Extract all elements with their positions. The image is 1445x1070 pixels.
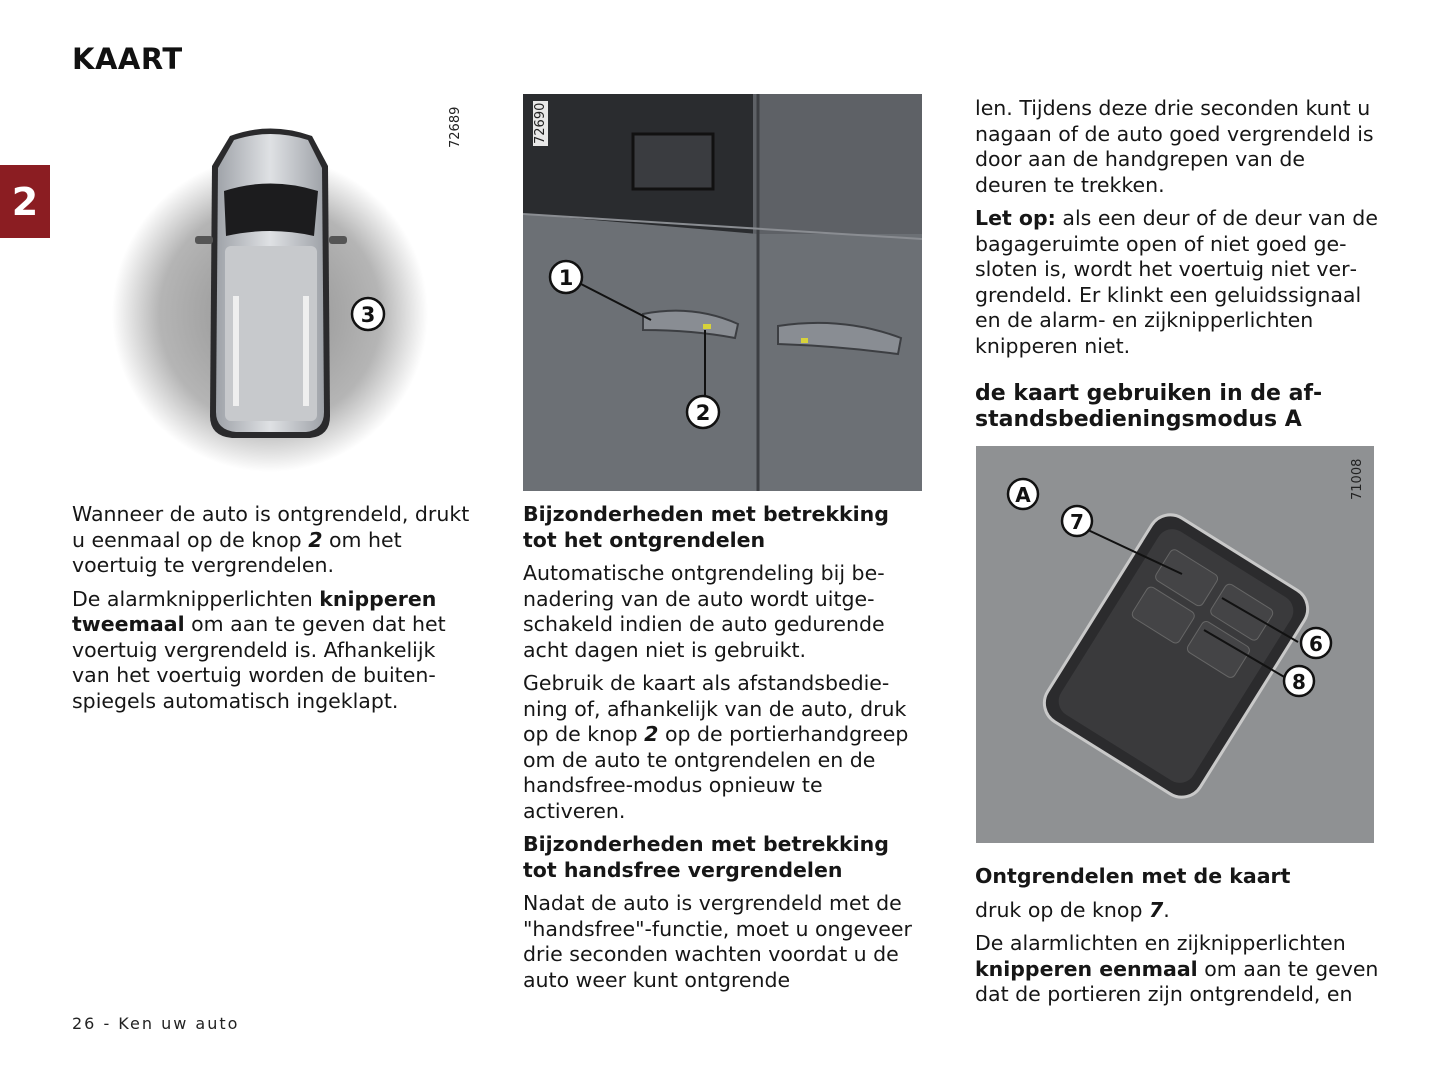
callout-7: 7 [1070,510,1084,534]
chapter-tab: 2 [0,165,50,238]
paragraph-handsfree-wait: Nadat de auto is vergrendeld met de "handsfree"-functie, moet u ongeveer drie seconden wachten voordat u de auto weer kunt ontgrende [523,891,912,992]
subheading-handsfree-locking: Bijzonderheden met betrekking tot handsfree vergrendelen [523,832,889,882]
paragraph-lock-instruction: Wanneer de auto is ontgrendeld, drukt u eenmaal op de knop 2 om het voertuig te vergrendelen. [72,502,470,577]
callout-6: 6 [1309,632,1323,656]
callout-2: 2 [695,401,711,425]
paragraph-auto-unlock: Automatische ontgrendeling bij benadering van de auto wordt uitgeschakeld indien de auto gedurende acht dagen niet is gebruikt. [523,561,885,662]
paragraph-press-button: druk op de knop 7. [975,897,1170,922]
paragraph-hazard-lights: De alarmknipperlichten knipperen tweemaal om aan te geven dat het voertuig vergrendeld is. Afhankelijk van het voertuig worden de buitenspiegels automatisch ingeklapt. [72,586,446,713]
callout-1: 1 [558,266,574,290]
paragraph-note: Let op: als een deur of de deur van de bagageruimte open of niet goed gesloten is, wordt het voertuig niet vergrendeld. Er klinkt een geluidssignaal en de alarm- en zijknipperlichten knipperen niet. [975,206,1378,358]
door-handle-photo [523,94,922,491]
paragraph-flash-once: De alarmlichten en zijknipperlichten knipperen eenmaal om aan te geven dat de portieren zijn ontgrendeld, en [975,931,1379,1006]
subheading-unlocking: Bijzonderheden met betrekking tot het ontgrendelen [523,502,889,552]
paragraph-three-seconds: len. Tijdens deze drie seconden kunt u nagaan of de auto goed vergrendeld is door aan de handgrepen van de deuren te trekken. [975,96,1374,197]
page-title: KAART [72,42,183,76]
paragraph-remote-use: Gebruik de kaart als afstandsbediening of, afhankelijk van de auto, druk op de knop 2 op de portierhandgreep om de auto te ontgrendelen en de handsfree-modus opnieuw te activeren. [523,671,909,823]
page-footer: 26 - Ken uw auto [72,1014,240,1033]
column-3 [975,96,1380,1016]
subheading-unlock-with-card: Ontgrendelen met de kaart [975,864,1291,888]
figure-ref-71008: 71008 [1350,458,1365,500]
car-body-shape [195,129,347,439]
figure-ref-72689: 72689 [448,106,463,148]
column-1 [72,502,472,722]
section-heading-remote-mode: de kaart gebruiken in de afstandsbedieningsmodus A [975,381,1323,432]
car-top-view-illustration [100,96,470,476]
column-2 [523,502,923,1001]
callout-8: 8 [1292,670,1306,694]
callout-3: 3 [360,303,376,327]
figure-ref-72690: 72690 [533,102,548,144]
label-a: A [1015,483,1031,507]
